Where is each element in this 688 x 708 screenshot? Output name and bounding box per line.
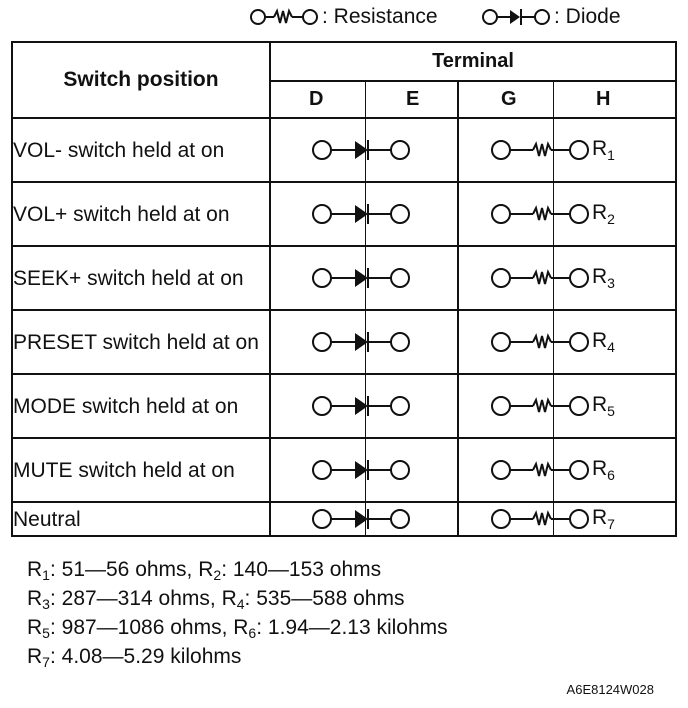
table-row	[12, 438, 676, 502]
resistor-label: $R_3$	[592, 265, 615, 291]
resistance-icon	[248, 6, 320, 28]
divider-gh	[553, 82, 554, 117]
table-row	[12, 182, 676, 246]
resistor-label: $R_7$	[592, 506, 615, 532]
terminal-de-cell	[270, 246, 458, 310]
terminal-gh-cell	[458, 374, 676, 438]
switch-position-cell: MODE switch held at on	[12, 374, 270, 438]
header-switch-position: Switch position	[12, 42, 270, 118]
resistor-label: $R_4$	[592, 329, 615, 355]
terminal-g-label: G	[501, 88, 517, 111]
terminal-de-cell	[270, 182, 458, 246]
resistance-note-line: $R_5$: 987—1086 ohms, $R_6$: 1.94—2.13 kilohms	[27, 616, 448, 641]
switch-terminal-table	[11, 41, 677, 537]
table-row	[12, 246, 676, 310]
terminal-gh-cell	[458, 118, 676, 182]
switch-position-cell: PRESET switch held at on	[12, 310, 270, 374]
terminal-de-cell	[270, 118, 458, 182]
table-row	[12, 310, 676, 374]
terminal-gh-cell	[458, 182, 676, 246]
switch-position-cell: VOL- switch held at on	[12, 118, 270, 182]
header-terminal: Terminal	[270, 42, 676, 81]
resistor-label: $R_2$	[592, 201, 615, 227]
resistance-note-line: $R_3$: 287—314 ohms, $R_4$: 535—588 ohms	[27, 587, 405, 612]
terminal-gh-cell	[458, 246, 676, 310]
resistor-label: $R_6$	[592, 457, 615, 483]
legend-diode-label: : Diode	[554, 5, 621, 28]
figure-code: A6E8124W028	[566, 682, 654, 697]
terminal-gh-cell	[458, 310, 676, 374]
switch-position-cell: Neutral	[12, 502, 270, 536]
legend-diode	[480, 4, 621, 30]
switch-position-cell: VOL+ switch held at on	[12, 182, 270, 246]
table-row	[12, 118, 676, 182]
terminal-de-cell	[270, 438, 458, 502]
resistance-note-line: $R_7$: 4.08—5.29 kilohms	[27, 645, 242, 670]
resistance-note-line: $R_1$: 51—56 ohms, $R_2$: 140—153 ohms	[27, 558, 382, 583]
switch-position-cell: MUTE switch held at on	[12, 438, 270, 502]
terminal-gh-cell	[458, 502, 676, 536]
legend-resistance-label: : Resistance	[322, 5, 438, 28]
resistance-notes	[27, 555, 448, 671]
divider-de	[365, 82, 366, 117]
terminal-d-label: D	[309, 88, 324, 111]
terminal-de-cell	[270, 374, 458, 438]
resistor-label: $R_1$	[592, 137, 615, 163]
terminal-h-label: H	[596, 88, 611, 111]
terminal-de-cell	[270, 310, 458, 374]
terminal-de-cell	[270, 502, 458, 536]
resistor-label: $R_5$	[592, 393, 615, 419]
terminal-gh-cell	[458, 438, 676, 502]
legend-resistance	[248, 4, 438, 30]
table-row	[12, 502, 676, 536]
terminal-e-label: E	[406, 88, 420, 111]
symbol-legend	[0, 4, 688, 30]
diode-icon	[480, 6, 552, 28]
header-terminals-de	[270, 81, 458, 118]
switch-position-cell: SEEK+ switch held at on	[12, 246, 270, 310]
table-row	[12, 374, 676, 438]
header-terminals-gh	[458, 81, 676, 118]
